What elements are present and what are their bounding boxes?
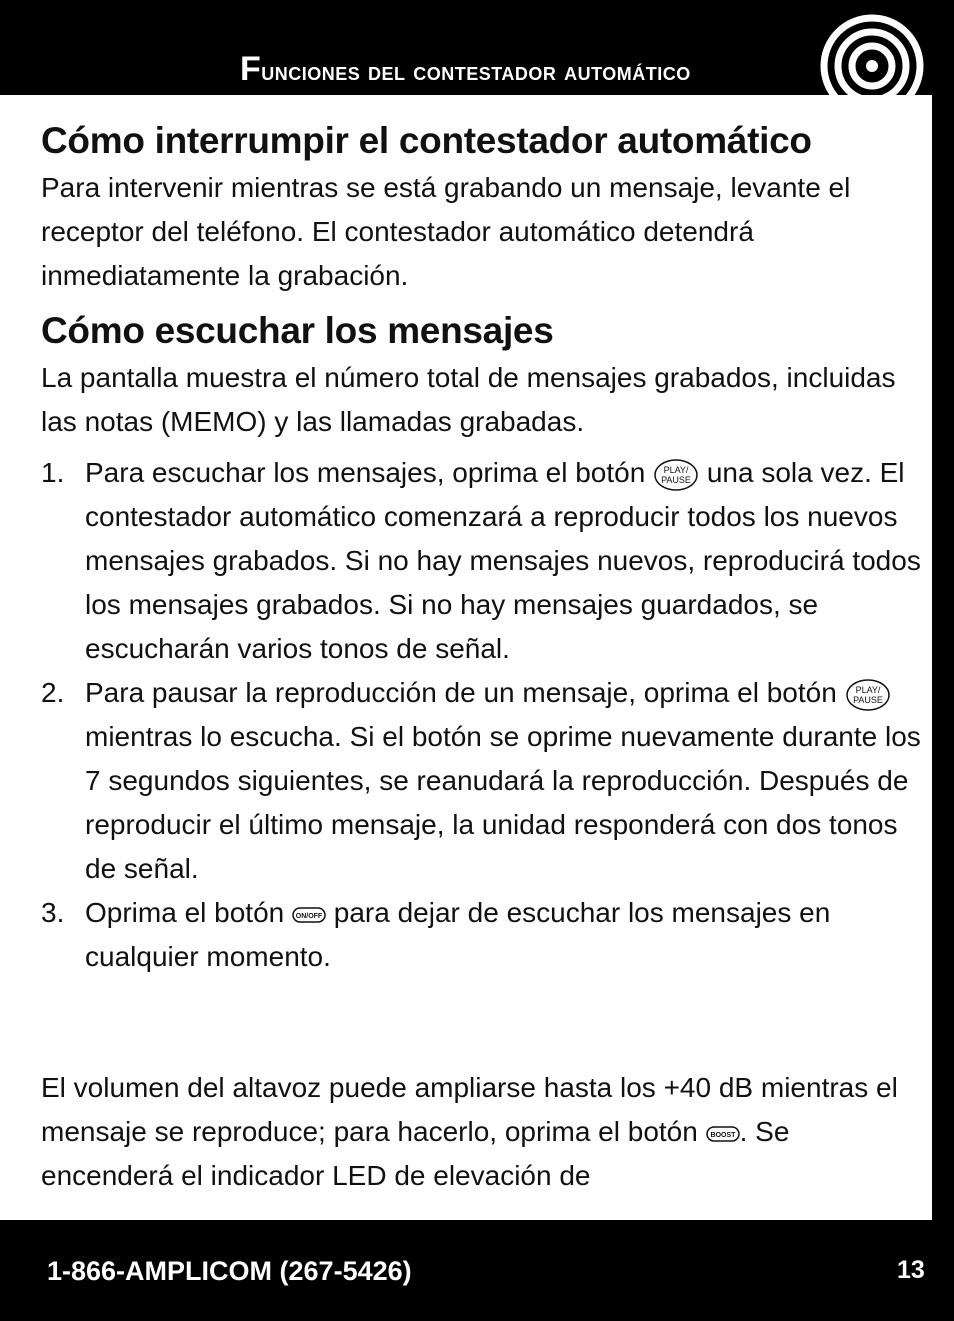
- support-phone-number: 1-866-AMPLICOM (267-5426): [47, 1256, 412, 1286]
- step-number: 3.: [41, 897, 65, 928]
- svg-text:BOOST: BOOST: [710, 1131, 736, 1139]
- paragraph-listen-intro: La pantalla muestra el número total de mensajes grabados, incluidas las notas (MEMO) y las llamadas grabadas.: [41, 362, 896, 437]
- concentric-rings-icon: [818, 12, 926, 120]
- section-title-rest: unciones del contestador automático: [261, 56, 691, 86]
- step-number: 2.: [41, 677, 65, 708]
- boost-button-icon: [706, 1126, 740, 1142]
- step-text-before: Oprima el botón: [85, 897, 292, 928]
- header-bar: [0, 0, 954, 95]
- step-text-after: mientras lo escucha. Si el botón se oprime nuevamente durante los 7 segundos siguientes, se reanudará la reproducción. Después de reproducir el último mensaje, la unidad responderá con dos tonos de señal.: [85, 721, 921, 884]
- on-off-button-icon: [292, 907, 326, 923]
- play-pause-button-icon: [845, 678, 891, 712]
- play-pause-button-icon: [653, 458, 699, 492]
- svg-text:PAUSE: PAUSE: [852, 694, 883, 705]
- svg-text:PLAY/: PLAY/: [855, 684, 881, 695]
- step-text-after: una sola vez. El contestador automático comenzará a reproducir todos los nuevos mensajes grabados. Si no hay mensajes nuevos, reproducirá todos los mensajes grabados. Si no hay mensajes guardados, se escucharán varios tonos de señal.: [85, 457, 921, 664]
- page-number: 13: [897, 1256, 925, 1284]
- paragraph-interrupt: Para intervenir mientras se está grabando un mensaje, levante el receptor del teléfono. El contestador automático detendrá inmediatamente la grabación.: [41, 172, 851, 291]
- paragraph-volume: [41, 1066, 921, 1198]
- step-text-before: Para pausar la reproducción de un mensaje, oprima el botón: [85, 677, 845, 708]
- heading-interrupt: Cómo interrumpir el contestador automático: [41, 120, 812, 161]
- list-item: [41, 671, 921, 891]
- heading-listen: Cómo escuchar los mensajes: [41, 310, 554, 351]
- list-item: [41, 891, 921, 979]
- step-text-before: Para escuchar los mensajes, oprima el botón: [85, 457, 654, 488]
- page: [0, 95, 932, 1220]
- svg-text:ON/OFF: ON/OFF: [295, 912, 323, 920]
- list-item: [41, 451, 921, 671]
- section-title-initial: F: [240, 50, 262, 88]
- svg-text:PAUSE: PAUSE: [661, 474, 691, 485]
- steps-list: [41, 451, 921, 979]
- svg-text:PLAY/: PLAY/: [663, 464, 689, 475]
- step-text-after: para dejar de escuchar los mensajes en cualquier momento.: [85, 897, 831, 972]
- section-title: [240, 50, 691, 89]
- volume-text-after: . Se encenderá el indicador LED de elevación de: [41, 1116, 790, 1191]
- step-number: 1.: [41, 457, 65, 488]
- volume-text-before: El volumen del altavoz puede ampliarse hasta los +40 dB mientras el mensaje se reproduce; para hacerlo, oprima el botón: [41, 1072, 898, 1147]
